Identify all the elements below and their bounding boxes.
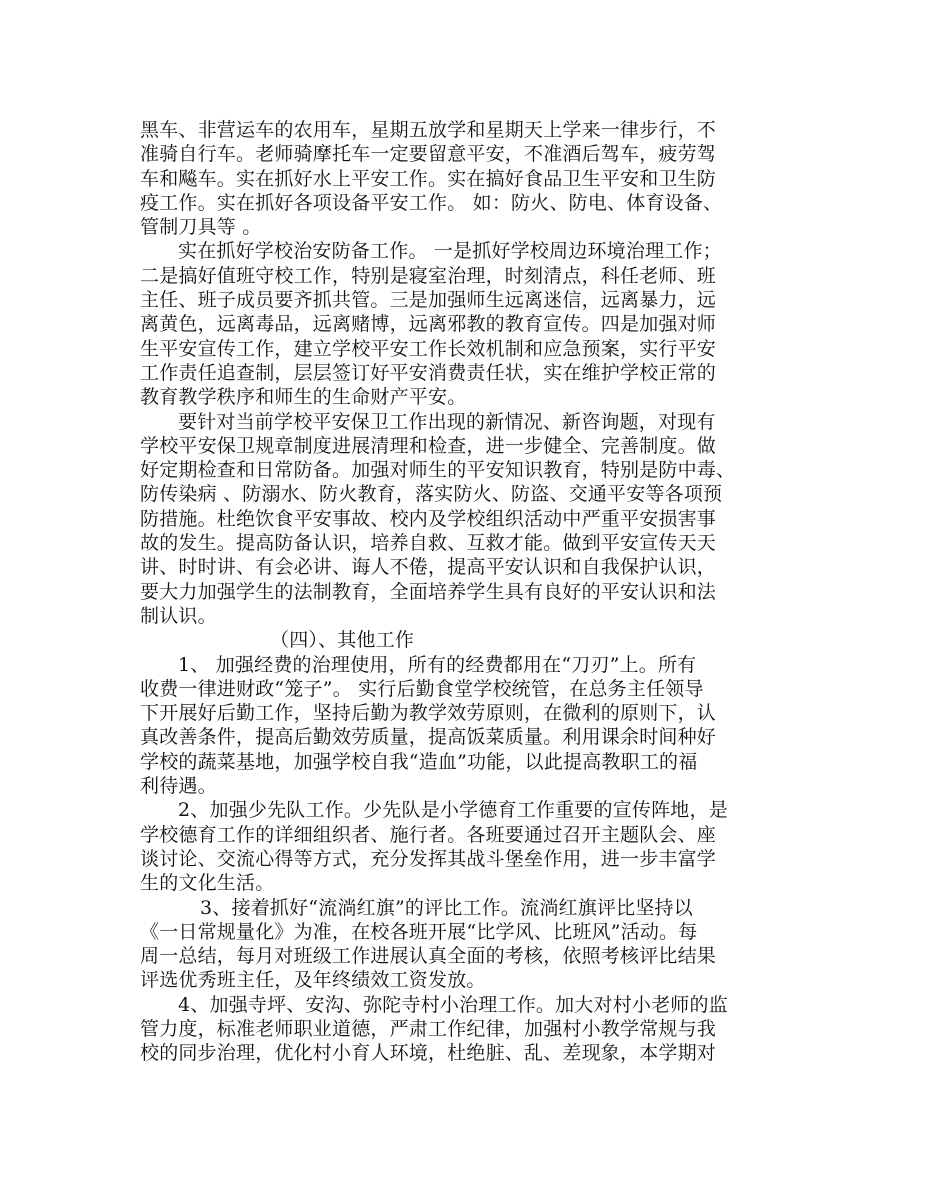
text-line: 评选优秀班主任，及年终绩效工资发放。 — [140, 969, 486, 992]
document-body — [140, 118, 830, 1066]
text-line: 校的同步治理，优化村小育人环境，杜绝脏、乱、差现象，本学期对 — [140, 1042, 717, 1065]
text-line: 实在抓好学校治安防备工作。 一是抓好学校周边环境治理工作； — [178, 240, 722, 263]
text-line: （四）、其他工作 — [270, 629, 415, 652]
text-line: 防措施。杜绝饮食平安事故、校内及学校组织活动中严重平安损害事 — [140, 507, 717, 530]
text-line: 制认识。 — [140, 604, 217, 627]
text-line: 二是搞好值班守校工作，特别是寝室治理，时刻清点，科任老师、班 — [140, 264, 717, 287]
text-line: 学校德育工作的详细组织者、施行者。各班要通过召开主题队会、座 — [140, 823, 717, 846]
text-line: 收费一律进财政“笼子”。 实行后勤食堂学校统管，在总务主任领导 — [140, 677, 704, 700]
text-line: 2、加强少先队工作。少先队是小学德育工作重要的宣传阵地，是 — [178, 799, 728, 822]
text-line: 准骑自行车。老师骑摩托车一定要留意平安，不准酒后驾车，疲劳驾 — [140, 143, 717, 166]
text-line: 好定期检查和日常防备。加强对师生的平安知识教育，特别是防中毒、 — [140, 459, 736, 482]
text-line: 防传染病 、防溺水、防火教育，落实防火、防盗、交通平安等各项预 — [140, 483, 723, 506]
text-line: 4、加强寺坪、安沟、弥陀寺村小治理工作。加大对村小老师的监 — [178, 993, 728, 1016]
text-line: 疫工作。实在抓好各项设备平安工作。 如：防火、防电、体育设备、 — [140, 191, 723, 214]
text-line: 管力度，标准老师职业道德，严肃工作纪律，加强村小教学常规与我 — [140, 1017, 717, 1040]
text-line: 周一总结，每月对班级工作进展认真全面的考核，依照考核评比结果 — [140, 945, 717, 968]
text-line: 生平安宣传工作，建立学校平安工作长效机制和应急预案，实行平安 — [140, 337, 717, 360]
text-line: 离黄色，远离毒品，远离赌博，远离邪教的教育宣传。四是加强对师 — [140, 313, 717, 336]
text-line: 学校的蔬菜基地，加强学校自我“造血”功能，以此提高教职工的福 — [140, 750, 698, 773]
text-line: 生的文化生活。 — [140, 872, 275, 895]
text-line: 1、 加强经费的治理使用，所有的经费都用在“刀刃”上。所有 — [178, 653, 697, 676]
text-line: 主任、班子成员要齐抓共管。三是加强师生远离迷信，远离暴力，远 — [140, 289, 717, 312]
text-line: 要针对当前学校平安保卫工作出现的新情况、新咨询题，对现有 — [178, 410, 716, 433]
text-line: 教育教学秩序和师生的生命财产平安。 — [140, 386, 467, 409]
text-line: 下开展好后勤工作，坚持后勤为教学效劳原则，在微利的原则下，认 — [140, 702, 717, 725]
text-line: 3、接着抓好“流淌红旗”的评比工作。流淌红旗评比坚持以 — [200, 896, 693, 919]
text-line: 真改善条件，提高后勤效劳质量，提高饭菜质量。利用课余时间种好 — [140, 726, 717, 749]
text-line: 管制刀具等 。 — [140, 216, 262, 239]
text-line: 利待遇。 — [140, 775, 217, 798]
text-line: 故的发生。提高防备认识，培养自救、互救才能。做到平安宣传天天 — [140, 532, 717, 555]
text-line: 讲、时时讲、有会必讲、诲人不倦，提高平安认识和自我保护认识， — [140, 556, 717, 579]
text-line: 《一日常规量化》为准，在校各班开展“比学风、比班风”活动。每 — [140, 920, 698, 943]
text-line: 学校平安保卫规章制度进展清理和检查，进一步健全、完善制度。做 — [140, 434, 717, 457]
text-line: 工作责任追查制，层层签订好平安消费责任状，实在维护学校正常的 — [140, 361, 717, 384]
text-line: 黑车、非营运车的农用车，星期五放学和星期天上学来一律步行，不 — [140, 119, 717, 141]
text-line: 要大力加强学生的法制教育，全面培养学生具有良好的平安认识和法 — [140, 580, 717, 603]
text-line: 车和飚车。实在抓好水上平安工作。实在搞好食品卫生平安和卫生防 — [140, 167, 717, 190]
text-line: 谈讨论、交流心得等方式，充分发挥其战斗堡垒作用，进一步丰富学 — [140, 847, 717, 870]
